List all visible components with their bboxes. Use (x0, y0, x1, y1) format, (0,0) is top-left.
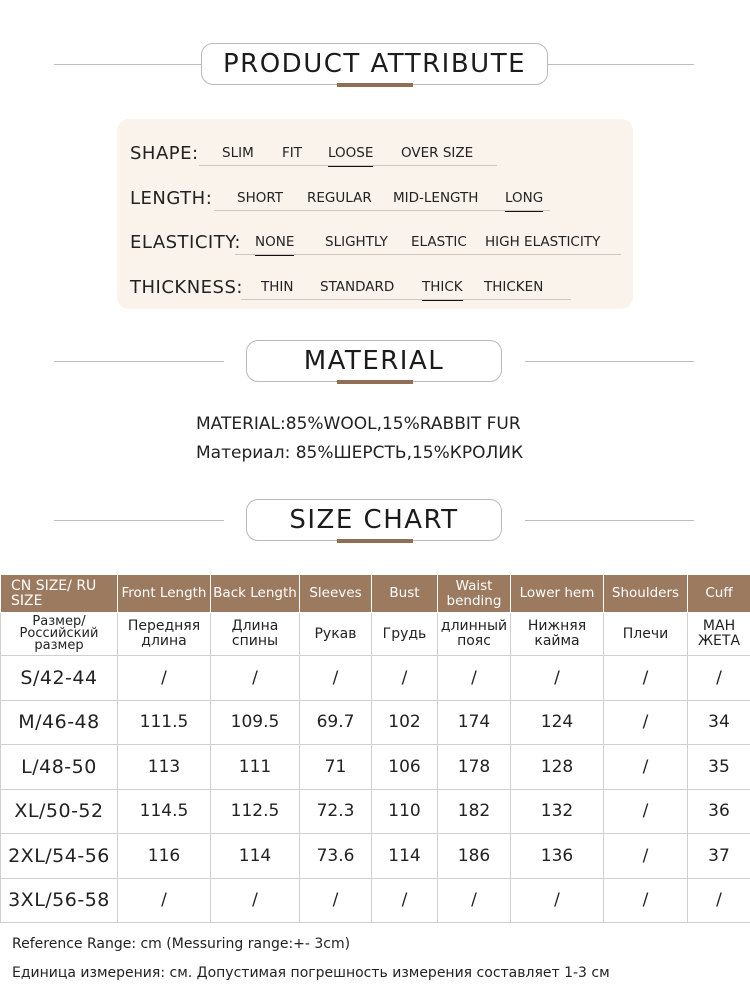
measurement-cell: 102 (372, 700, 438, 745)
size-chart-header (0, 499, 750, 545)
measurement-cell: 34 (688, 700, 750, 745)
material-header (0, 340, 750, 386)
title-underbar (337, 539, 413, 543)
measurement-cell: / (604, 878, 688, 923)
divider-left (54, 64, 202, 65)
attribute-row-length (117, 176, 633, 212)
attribute-option: SLIGHTLY (325, 234, 388, 250)
column-header: Sleeves (300, 575, 372, 613)
size-column-header-ru: Размер/ Российский размер (1, 613, 118, 656)
measurement-cell: 110 (372, 789, 438, 834)
table-row (1, 656, 750, 701)
table-row (1, 834, 750, 879)
measurement-cell: / (604, 700, 688, 745)
column-header: Bust (372, 575, 438, 613)
measurement-cell: / (300, 878, 372, 923)
divider-right (525, 520, 694, 521)
column-header: Waist bending (438, 575, 511, 613)
attribute-option-selected: NONE (255, 234, 295, 250)
section-title-size-chart: SIZE CHART (246, 499, 502, 541)
measurement-cell: / (438, 878, 511, 923)
column-header-ru: Передняя длина (118, 613, 211, 656)
size-label: XL/50-52 (1, 789, 118, 834)
attribute-option: ELASTIC (411, 234, 467, 250)
attribute-option: STANDARD (320, 279, 395, 295)
column-header: Lower hem (511, 575, 604, 613)
size-label: S/42-44 (1, 656, 118, 701)
column-header-ru: МАН ЖЕТА (688, 613, 750, 656)
divider-right (548, 64, 694, 65)
attribute-option: FIT (282, 145, 302, 161)
measurement-cell: 111.5 (118, 700, 211, 745)
column-header-ru: длинный пояс (438, 613, 511, 656)
size-label: 3XL/56-58 (1, 878, 118, 923)
attribute-label: ELASTICITY: (130, 232, 241, 253)
column-header-ru: Рукав (300, 613, 372, 656)
divider-right (525, 361, 694, 362)
measurement-cell: 71 (300, 745, 372, 790)
attribute-rule (235, 254, 621, 255)
measurement-cell: 37 (688, 834, 750, 879)
measurement-cell: 114 (372, 834, 438, 879)
size-label: 2XL/54-56 (1, 834, 118, 879)
attribute-option-selected: THICK (422, 279, 463, 295)
column-header: Front Length (118, 575, 211, 613)
measurement-cell: / (372, 656, 438, 701)
attribute-option: THICKEN (484, 279, 544, 295)
measurement-cell: 178 (438, 745, 511, 790)
attribute-row-elasticity (117, 220, 633, 256)
measurement-cell: 73.6 (300, 834, 372, 879)
attribute-label: THICKNESS: (130, 277, 243, 298)
measurement-cell: / (211, 656, 300, 701)
attribute-option: OVER SIZE (401, 145, 474, 161)
title-underbar (337, 380, 413, 384)
size-label: L/48-50 (1, 745, 118, 790)
attribute-rule (199, 165, 497, 166)
title-underbar (337, 83, 413, 87)
attribute-option-selected: LONG (505, 190, 544, 206)
measurement-cell: 69.7 (300, 700, 372, 745)
attribute-row-shape (117, 131, 633, 167)
table-row (1, 700, 750, 745)
measurement-cell: 132 (511, 789, 604, 834)
column-header: Back Length (211, 575, 300, 613)
measurement-cell: 114.5 (118, 789, 211, 834)
measurement-cell: 106 (372, 745, 438, 790)
measurement-cell: 72.3 (300, 789, 372, 834)
product-attribute-header (0, 43, 750, 89)
measurement-cell: 114 (211, 834, 300, 879)
column-header-ru: Длина спины (211, 613, 300, 656)
measurement-cell: / (604, 656, 688, 701)
divider-left (54, 361, 224, 362)
attribute-option: REGULAR (307, 190, 372, 206)
measurement-cell: 124 (511, 700, 604, 745)
measurement-cell: 174 (438, 700, 511, 745)
measurement-cell: 111 (211, 745, 300, 790)
column-header: Cuff (688, 575, 750, 613)
attribute-option: HIGH ELASTICITY (485, 234, 601, 250)
column-header-ru: Нижняя кайма (511, 613, 604, 656)
size-table (0, 574, 750, 923)
measurement-cell: / (511, 656, 604, 701)
measurement-cell: / (604, 834, 688, 879)
table-header-ru (1, 613, 750, 656)
divider-left (54, 520, 224, 521)
attribute-label: LENGTH: (130, 188, 213, 209)
measurement-cell: / (438, 656, 511, 701)
attribute-option: SHORT (237, 190, 283, 206)
measurement-cell: / (211, 878, 300, 923)
column-header-ru: Грудь (372, 613, 438, 656)
measurement-cell: / (511, 878, 604, 923)
attribute-option: MID-LENGTH (393, 190, 479, 206)
note-ru: Единица измерения: см. Допустимая погрешность измерения составляет 1-3 см (12, 965, 610, 981)
size-label: M/46-48 (1, 700, 118, 745)
table-header-en (1, 575, 750, 613)
material-text-en: MATERIAL:85%WOOL,15%RABBIT FUR (196, 414, 521, 434)
measurement-cell: 116 (118, 834, 211, 879)
section-title-product-attribute: PRODUCT ATTRIBUTE (201, 43, 548, 85)
measurement-cell: / (688, 878, 750, 923)
measurement-cell: 186 (438, 834, 511, 879)
measurement-cell: 113 (118, 745, 211, 790)
measurement-cell: / (688, 656, 750, 701)
attribute-box (117, 119, 633, 309)
material-text-ru: Материал: 85%ШЕРСТЬ,15%КРОЛИК (196, 443, 524, 463)
measurement-cell: / (300, 656, 372, 701)
attribute-row-thickness (117, 265, 633, 301)
column-header: Shoulders (604, 575, 688, 613)
measurement-cell: 36 (688, 789, 750, 834)
table-row (1, 878, 750, 923)
note-en: Reference Range: cm (Messuring range:+- 3cm) (12, 936, 351, 952)
measurement-cell: 128 (511, 745, 604, 790)
measurement-cell: / (372, 878, 438, 923)
measurement-cell: / (604, 745, 688, 790)
attribute-label: SHAPE: (130, 143, 199, 164)
attribute-option: THIN (261, 279, 294, 295)
attribute-option: SLIM (222, 145, 254, 161)
measurement-cell: / (118, 878, 211, 923)
measurement-cell: 109.5 (211, 700, 300, 745)
measurement-cell: 112.5 (211, 789, 300, 834)
attribute-option-selected: LOOSE (328, 145, 374, 161)
measurement-cell: 182 (438, 789, 511, 834)
attribute-rule (241, 299, 571, 300)
measurement-cell: 136 (511, 834, 604, 879)
table-row (1, 789, 750, 834)
attribute-rule (214, 210, 550, 211)
measurement-cell: / (604, 789, 688, 834)
measurement-cell: / (118, 656, 211, 701)
table-row (1, 745, 750, 790)
size-column-header: CN SIZE/ RU SIZE (1, 575, 118, 613)
column-header-ru: Плечи (604, 613, 688, 656)
section-title-material: MATERIAL (246, 340, 502, 382)
measurement-cell: 35 (688, 745, 750, 790)
